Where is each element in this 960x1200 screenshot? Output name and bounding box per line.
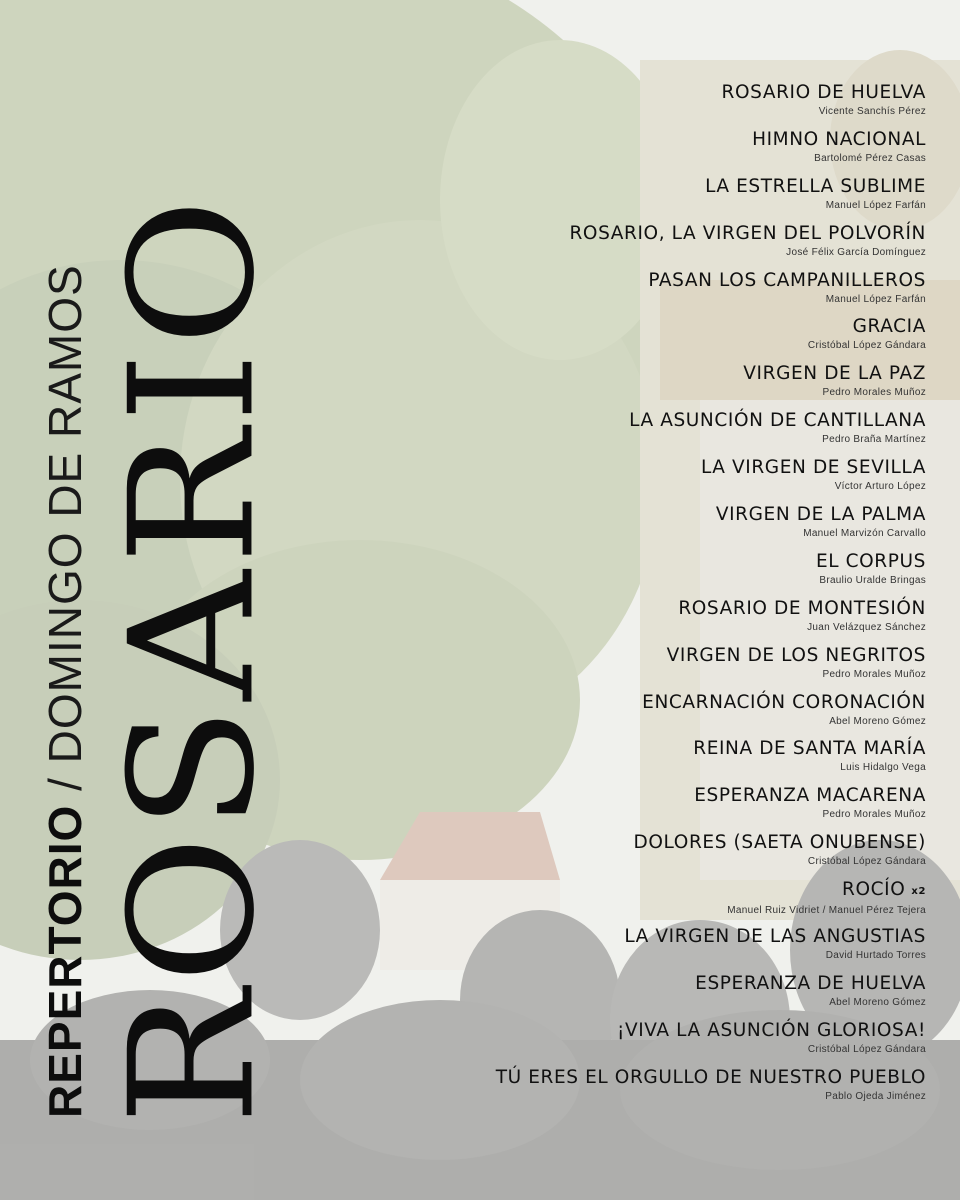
song-title-text: GRACIA xyxy=(852,316,926,338)
repeat-badge: x2 xyxy=(911,886,926,898)
song-title xyxy=(366,830,926,856)
song-title-text: ROCÍO xyxy=(842,879,906,901)
song-title-text: ESPERANZA MACARENA xyxy=(694,785,926,807)
song-title-text: ROSARIO DE HUELVA xyxy=(721,82,926,103)
song-title-text: HIMNO NACIONAL xyxy=(752,128,926,150)
subtitle xyxy=(39,264,91,1118)
song-item xyxy=(366,455,926,502)
song-item xyxy=(366,971,926,1018)
song-composer: Pedro Morales Muñoz xyxy=(822,809,926,821)
song-title-text: VIRGEN DE LA PAZ xyxy=(743,363,926,385)
song-title xyxy=(366,408,926,434)
song-title xyxy=(366,268,926,294)
song-item xyxy=(366,502,926,549)
song-item xyxy=(366,924,926,971)
song-composer: Luis Hidalgo Vega xyxy=(840,762,926,774)
song-title-text: LA VIRGEN DE SEVILLA xyxy=(700,457,926,479)
song-item xyxy=(366,736,926,783)
song-item xyxy=(366,268,926,315)
song-item xyxy=(366,174,926,221)
song-title xyxy=(366,971,926,997)
song-item xyxy=(366,314,926,361)
song-title xyxy=(366,314,926,340)
song-composer: José Félix García Domínguez xyxy=(786,246,926,258)
song-item xyxy=(366,1018,926,1065)
song-title-text: LA ASUNCIÓN DE CANTILLANA xyxy=(629,410,926,432)
song-composer: Pedro Morales Muñoz xyxy=(822,668,926,680)
song-composer: Víctor Arturo López xyxy=(834,481,926,493)
song-composer: Pedro Braña Martínez xyxy=(822,434,926,446)
song-composer: Pedro Morales Muñoz xyxy=(822,387,926,399)
song-title xyxy=(366,127,926,153)
song-composer: Manuel López Farfán xyxy=(825,199,926,211)
song-item xyxy=(366,1065,926,1112)
song-composer: Abel Moreno Gómez xyxy=(829,715,926,727)
song-item xyxy=(366,643,926,690)
song-item xyxy=(366,221,926,268)
song-title-text: ESPERANZA DE HUELVA xyxy=(695,972,926,994)
song-title-text: LA ESTRELLA SUBLIME xyxy=(705,175,926,197)
song-title xyxy=(366,502,926,528)
song-composer: Braulio Uralde Bringas xyxy=(819,574,926,586)
song-composer: Manuel López Farfán xyxy=(825,293,926,305)
song-title xyxy=(366,80,926,106)
song-title-text: ¡VIVA LA ASUNCIÓN GLORIOSA! xyxy=(616,1019,926,1041)
song-item xyxy=(366,830,926,877)
song-item xyxy=(366,80,926,127)
song-composer: Manuel Marvizón Carvallo xyxy=(803,528,926,540)
song-item xyxy=(366,361,926,408)
song-title-text: DOLORES (SAETA ONUBENSE) xyxy=(633,832,926,854)
song-title-text: REINA DE SANTA MARÍA xyxy=(693,738,926,760)
song-item xyxy=(366,408,926,455)
subtitle-light: DOMINGO DE RAMOS xyxy=(39,264,91,764)
song-title xyxy=(366,690,926,716)
song-title xyxy=(366,221,926,247)
song-item xyxy=(366,690,926,737)
song-title-text: TÚ ERES EL ORGULLO DE NUESTRO PUEBLO xyxy=(495,1066,926,1088)
song-title xyxy=(366,174,926,200)
subtitle-separator: / xyxy=(39,763,91,805)
song-title xyxy=(366,361,926,387)
song-title xyxy=(366,1018,926,1044)
song-composer: Cristóbal López Gándara xyxy=(807,1043,926,1055)
song-title xyxy=(366,877,926,905)
song-title-text: VIRGEN DE LA PALMA xyxy=(715,504,926,526)
song-title xyxy=(366,643,926,669)
repertoire-list xyxy=(366,80,926,1112)
song-title xyxy=(366,549,926,575)
song-composer: Juan Velázquez Sánchez xyxy=(807,621,926,633)
song-composer: Manuel Ruiz Vidriet / Manuel Pérez Tejera xyxy=(727,905,926,917)
song-composer: Vicente Sanchís Pérez xyxy=(818,106,926,117)
song-title xyxy=(366,924,926,950)
song-composer: Abel Moreno Gómez xyxy=(829,996,926,1008)
song-composer: Pablo Ojeda Jiménez xyxy=(825,1090,926,1102)
main-title: ROSARIO xyxy=(93,192,293,1125)
song-composer: Cristóbal López Gándara xyxy=(807,340,926,352)
song-composer: David Hurtado Torres xyxy=(825,950,926,962)
song-item xyxy=(366,127,926,174)
song-title-text: ROSARIO, LA VIRGEN DEL POLVORÍN xyxy=(569,222,926,244)
song-title xyxy=(366,455,926,481)
song-title xyxy=(366,736,926,762)
song-title-text: PASAN LOS CAMPANILLEROS xyxy=(648,269,926,291)
song-title-text: LA VIRGEN DE LAS ANGUSTIAS xyxy=(624,926,926,948)
song-item xyxy=(366,783,926,830)
song-item xyxy=(366,549,926,596)
song-title-text: ENCARNACIÓN CORONACIÓN xyxy=(642,691,926,713)
song-item xyxy=(366,596,926,643)
song-title-text: EL CORPUS xyxy=(815,550,926,572)
song-title-text: VIRGEN DE LOS NEGRITOS xyxy=(666,644,926,666)
song-title-text: ROSARIO DE MONTESIÓN xyxy=(678,597,926,619)
subtitle-bold: REPERTORIO xyxy=(39,804,91,1118)
song-title xyxy=(366,783,926,809)
song-title xyxy=(366,1065,926,1091)
song-item xyxy=(366,877,926,924)
song-title xyxy=(366,596,926,622)
song-composer: Cristóbal López Gándara xyxy=(807,856,926,868)
song-composer: Bartolomé Pérez Casas xyxy=(814,152,926,164)
